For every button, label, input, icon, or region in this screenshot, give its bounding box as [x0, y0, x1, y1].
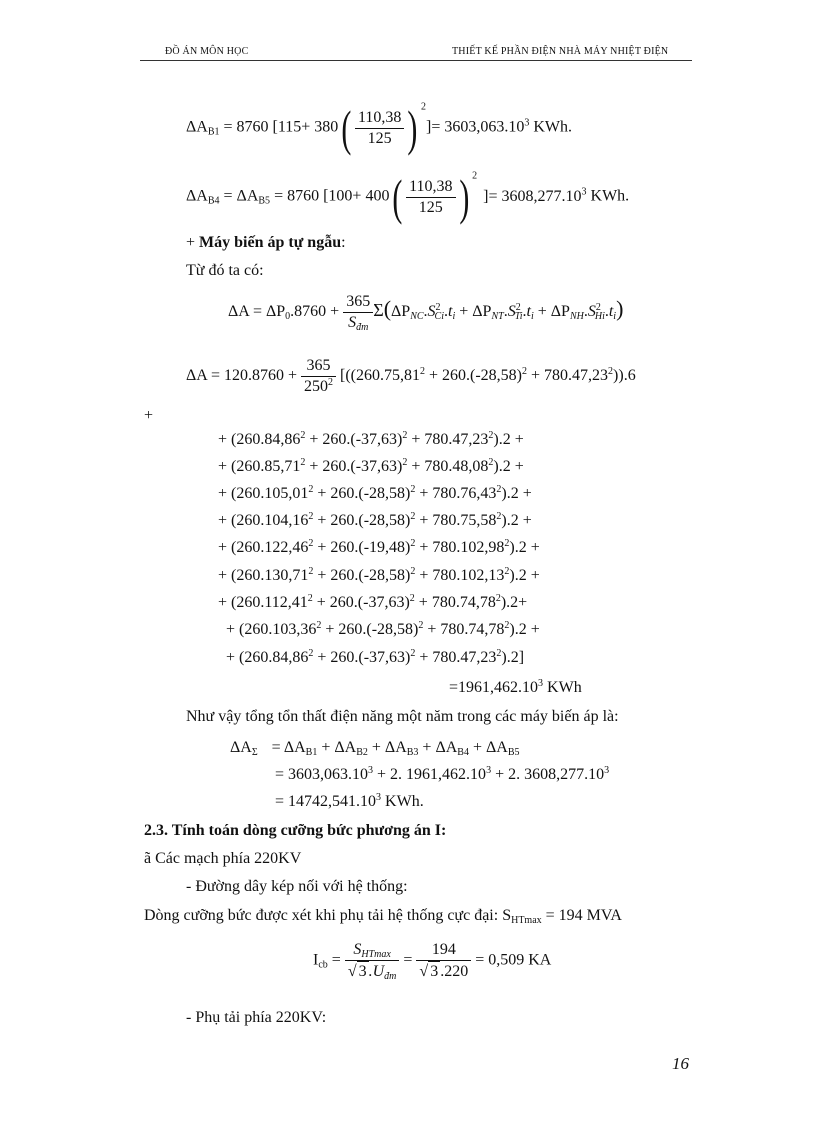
- term-line: + $(260.104,16^2 + 260.(-28,58)^2 + 780.75,58^2).2$ +: [218, 511, 532, 529]
- term-line: + $(260.103,36^2 + 260.(-28,58)^2 + 780.74,78^2).2$ +: [226, 620, 540, 638]
- header-right: THIẾT KẾ PHẦN ĐIỆN NHÀ MÁY NHIỆT ĐIỆN: [452, 46, 669, 57]
- formula-numeric: ΔA = 120.8760 + $\frac{365}{250^2}$ [$((260.75,81^2 + 260.(-28,58)^2 + 780.47,23^2)).6$: [186, 357, 636, 395]
- term-line: + $(260.84,86^2 + 260.(-37,63)^2 + 780.47,23^2).2$]: [226, 648, 525, 666]
- formula-general: $\Delta A = \Delta P_0.8760$ + $\frac{365}{S_{đm}}$ $\Sigma(\Delta P_{NC}.S^2_{Ci}.t_i + \Delta P_{NT}.S^2_{Ti}.t_i + \Delta P_{NH}.S^2_{Hi}.t_i)$: [228, 293, 624, 333]
- term-line: + $(260.130,71^2 + 260.(-28,58)^2 + 780.102,13^2).2$ +: [218, 566, 540, 584]
- bullet-220kv: ã Các mạch phía 220KV: [144, 850, 302, 867]
- term-line: + $(260.105,01^2 + 260.(-28,58)^2 + 780.76,43^2).2$ +: [218, 484, 532, 502]
- page-number: 16: [672, 1054, 689, 1073]
- result-auto-transformer: $=1961,462.10^3$ KWh: [449, 678, 582, 696]
- sub-item-load-220kv: - Phụ tải phía 220KV:: [186, 1009, 327, 1026]
- header-rule: [140, 60, 692, 61]
- icb-formula: $I_{cb}$ = $\frac{S_{HTmax}}{√ 3 .U_{đm}}$ = $\frac{194}{√ 3 .220}$ = 0,509 KA: [313, 941, 552, 982]
- summary-line-3: = $14742,541.10^3$ KWh.: [275, 792, 424, 810]
- sub-item-double-line: - Đường dây kép nối với hệ thống:: [186, 878, 408, 895]
- equation-b1: $\Delta A_{B1} = 8760$ [115+ 380( $\frac{110,38}{125}$ ) $^2]= 3603,063.10^3$ KWh.: [186, 100, 573, 156]
- tu-do-text: Từ đó ta có:: [186, 262, 264, 279]
- summary-intro: Như vậy tổng tổn thất điện năng một năm trong các máy biến áp là:: [186, 708, 619, 725]
- term-line: + $(260.84,86^2 + 260.(-37,63)^2 + 780.47,23^2).2$ +: [218, 430, 524, 448]
- summary-line-1: $\Delta A_\Sigma = \Delta A_{B1} + \Delta A_{B2} + \Delta A_{B3} + \Delta A_{B4} + \Delta A_{B5}$: [230, 739, 520, 758]
- header-left: ĐỒ ÁN MÔN HỌC: [165, 46, 249, 57]
- summary-line-2: = $3603,063.10^3 + 2$. $1961,462.10^3 + 2$. 3608,277.10$^3$: [275, 765, 610, 783]
- term-line: + $(260.122,46^2 + 260.(-19,48)^2 + 780.102,98^2).2$ +: [218, 538, 540, 556]
- equation-b4: $\Delta A_{B4} = \Delta A_{B5} = 8760$ [100+ 400( $\frac{110,38}{125}$ ) $^2]= 3608,277.10^3$ KWh.: [186, 169, 630, 225]
- dong-text: Dòng cưỡng bức được xét khi phụ tải hệ thống cực đại: $S_{HTmax} = 194$ MVA: [144, 907, 622, 926]
- term-line: + $(260.112,41^2 + 260.(-37,63)^2 + 780.74,78^2).2+$: [218, 593, 528, 611]
- plus-sign: +: [144, 407, 154, 424]
- section-heading: 2.3. Tính toán dòng cưỡng bức phương án I:: [144, 822, 447, 839]
- term-line: + $(260.85,71^2 + 260.(-37,63)^2 + 780.48,08^2).2$ +: [218, 457, 524, 475]
- section-auto-transformer: + Máy biến áp tự ngẫu:: [186, 234, 346, 251]
